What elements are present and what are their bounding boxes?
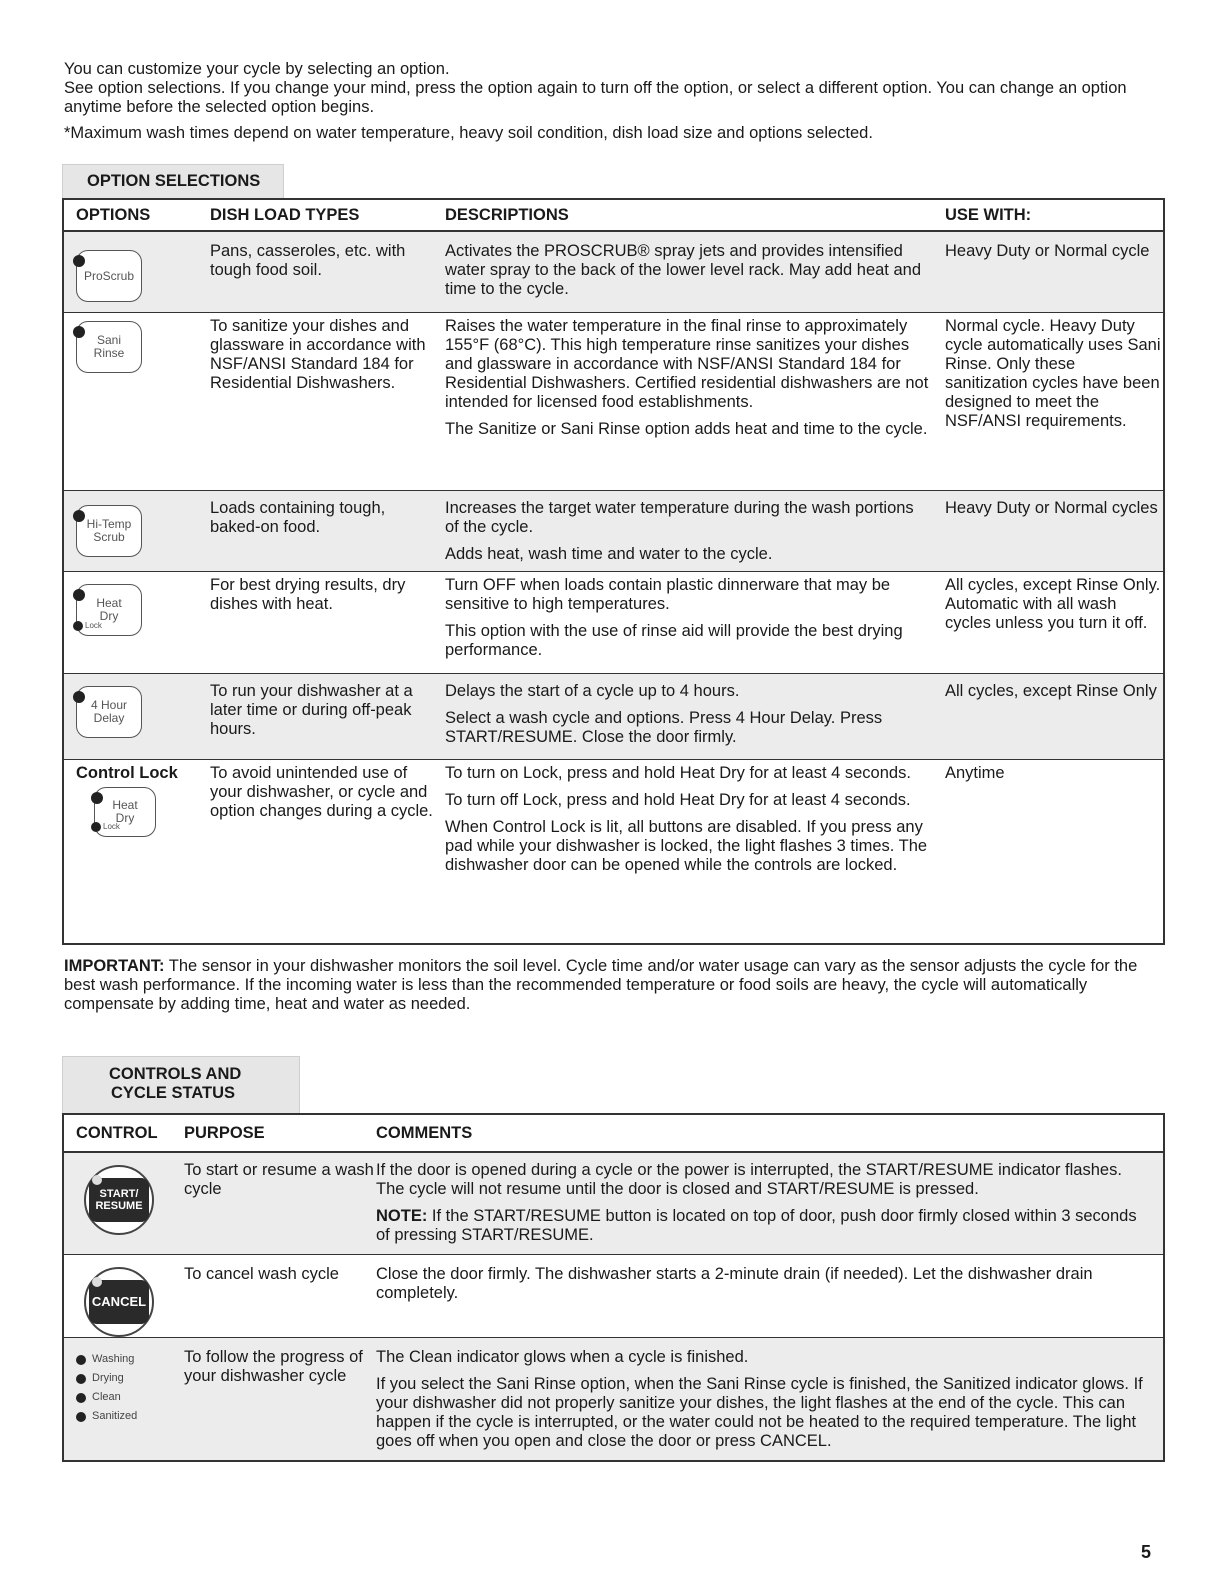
header-purpose: PURPOSE <box>184 1123 265 1142</box>
start-resume-note: If the START/RESUME button is located on top of door, push door firmly closed within 3 seconds of pressing START/RESUME. <box>376 1207 1137 1244</box>
four-hour-delay-button-icon: 4 Hour Delay <box>76 686 142 738</box>
heat-dry-load: For best drying results, dry dishes with heat. <box>210 576 406 613</box>
cancel-comment: Close the door firmly. The dishwasher starts a 2-minute drain (if needed). Let the dishwasher drain completely. <box>376 1265 1093 1302</box>
start-resume-comment: If the door is opened during a cycle or the power is interrupted, the START/RESUME indicator flashes. The cycle will not resume until the door is closed and START/RESUME is pressed. <box>376 1161 1122 1198</box>
proscrub-button-icon: ProScrub <box>76 250 142 302</box>
four-hour-delay-desc-1: Delays the start of a cycle up to 4 hours. <box>445 682 740 700</box>
four-hour-delay-load: To run your dishwasher at a later time or during off-peak hours. <box>210 682 413 738</box>
header-descriptions: DESCRIPTIONS <box>445 205 569 224</box>
option-row-hi-temp-scrub <box>64 491 1163 572</box>
tab-label-line-1: CONTROLS AND <box>109 1065 242 1083</box>
important-text: The sensor in your dishwasher monitors the soil level. Cycle time and/or water usage can vary as the sensor adjusts the cycle for the best wash performance. If the incoming water is less than the recommended temperature or food soils are heavy, the cycle will automatically compensate by adding time, heat and water as needed. <box>64 957 1138 1013</box>
cancel-purpose: To cancel wash cycle <box>184 1265 339 1283</box>
option-selections-tab: OPTION SELECTIONS <box>62 164 284 198</box>
option-row-proscrub <box>64 232 1163 313</box>
sani-rinse-desc-2: The Sanitize or Sani Rinse option adds heat and time to the cycle. <box>445 420 928 438</box>
hi-temp-scrub-desc-1: Increases the target water temperature during the wash portions of the cycle. <box>445 499 914 536</box>
intro-line-1: You can customize your cycle by selecting an option. <box>64 60 450 78</box>
options-table <box>62 198 1165 945</box>
important-note <box>64 957 1164 1014</box>
header-control: CONTROL <box>76 1123 158 1142</box>
cycle-status-lights <box>76 1350 184 1426</box>
control-lock-desc-3: When Control Lock is lit, all buttons are disabled. If you press any pad while your dishwasher is locked, the light flashes 3 times. The dishwasher door can be opened while the controls are locked. <box>445 818 928 874</box>
important-label: IMPORTANT: <box>64 957 165 975</box>
header-dish-load-types: DISH LOAD TYPES <box>210 205 360 224</box>
cycle-status-comment-2: If you select the Sani Rinse option, when the Sani Rinse cycle is finished, the Sanitized indicator glows. If your dishwasher did not properly sanitize your dishes, the light flashes at the end of the cycle. This can happen if the cycle is interrupted, or the water could not be heated to the required temperature. The light goes off when you open and close the door or press CANCEL. <box>376 1375 1143 1450</box>
tab-label-line-2: CYCLE STATUS <box>111 1084 236 1102</box>
control-lock-desc-1: To turn on Lock, press and hold Heat Dry for at least 4 seconds. <box>445 764 911 782</box>
sani-rinse-use: Normal cycle. Heavy Duty cycle automatically uses Sani Rinse. Only these sanitization cycles have been designed to meet the NSF/ANSI requirements. <box>945 317 1161 430</box>
page-number: 5 <box>1140 1542 1151 1562</box>
status-light-drying: Drying <box>76 1369 184 1388</box>
sani-rinse-load: To sanitize your dishes and glassware in accordance with NSF/ANSI Standard 184 for Residential Dishwashers. <box>210 317 426 392</box>
proscrub-use: Heavy Duty or Normal cycle <box>945 242 1150 260</box>
control-lock-label: Control Lock <box>76 764 178 782</box>
hi-temp-scrub-button-icon: Hi-Temp Scrub <box>76 505 142 557</box>
control-lock-desc-2: To turn off Lock, press and hold Heat Dry for at least 4 seconds. <box>445 791 911 809</box>
control-row-cancel <box>64 1255 1163 1338</box>
status-light-sanitized: Sanitized <box>76 1407 184 1426</box>
intro-line-2: See option selections. If you change your mind, press the option again to turn off the option, or select a different option. You can change an option anytime before the selected option begins. <box>64 79 1127 116</box>
proscrub-desc: Activates the PROSCRUB® spray jets and provides intensified water spray to the back of the lower level rack. May add heat and time to the cycle. <box>445 242 922 298</box>
sani-rinse-desc-1: Raises the water temperature in the final rinse to approximately 155°F (68°C). This high temperature rinse sanitizes your dishes and glassware in accordance with NSF/ANSI Standard 184 for Residential Dishwashers. Certified residential dishwashers are not intended for licensed food establishments. <box>445 317 929 411</box>
control-lock-use: Anytime <box>945 764 1005 782</box>
start-resume-button: START/ RESUME <box>84 1165 154 1235</box>
options-table-header <box>64 198 1163 232</box>
intro-note: *Maximum wash times depend on water temperature, heavy soil condition, dish load size and options selected. <box>64 124 873 142</box>
heat-dry-button-icon: Heat Dry Lock <box>76 584 142 636</box>
controls-table-header <box>64 1113 1163 1153</box>
header-options: OPTIONS <box>76 205 151 224</box>
cycle-status-purpose: To follow the progress of your dishwasher cycle <box>184 1348 363 1385</box>
status-light-clean: Clean <box>76 1388 184 1407</box>
header-use-with: USE WITH: <box>945 205 1032 224</box>
cancel-button: CANCEL <box>84 1267 154 1337</box>
controls-cycle-status-tab <box>62 1056 300 1113</box>
heat-dry-desc-1: Turn OFF when loads contain plastic dinnerware that may be sensitive to high temperatures. <box>445 576 891 613</box>
hi-temp-scrub-use: Heavy Duty or Normal cycles <box>945 499 1158 517</box>
option-row-4-hour-delay <box>64 674 1163 760</box>
four-hour-delay-desc-2: Select a wash cycle and options. Press 4 Hour Delay. Press START/RESUME. Close the door firmly. <box>445 709 883 746</box>
control-row-cycle-status <box>64 1338 1163 1460</box>
intro <box>64 60 1164 143</box>
hi-temp-scrub-load: Loads containing tough, baked-on food. <box>210 499 386 536</box>
four-hour-delay-use: All cycles, except Rinse Only <box>945 682 1157 700</box>
control-lock-load: To avoid unintended use of your dishwasher, or cycle and option changes during a cycle. <box>210 764 433 820</box>
start-resume-note-label: NOTE: <box>376 1207 428 1225</box>
cycle-status-comment-1: The Clean indicator glows when a cycle is finished. <box>376 1348 749 1366</box>
option-row-heat-dry <box>64 572 1163 674</box>
sani-rinse-button-icon: Sani Rinse <box>76 321 142 373</box>
option-row-control-lock <box>64 760 1163 943</box>
hi-temp-scrub-desc-2: Adds heat, wash time and water to the cycle. <box>445 545 773 563</box>
status-light-washing: Washing <box>76 1350 184 1369</box>
start-resume-purpose: To start or resume a wash cycle <box>184 1161 374 1198</box>
proscrub-load: Pans, casseroles, etc. with tough food soil. <box>210 242 406 279</box>
heat-dry-desc-2: This option with the use of rinse aid will provide the best drying performance. <box>445 622 903 659</box>
header-comments: COMMENTS <box>376 1123 473 1142</box>
control-row-start-resume <box>64 1153 1163 1255</box>
control-lock-button-icon: Heat Dry Lock <box>94 787 156 837</box>
heat-dry-use: All cycles, except Rinse Only. Automatic with all wash cycles unless you turn it off. <box>945 576 1161 632</box>
option-row-sani-rinse <box>64 313 1163 491</box>
controls-table <box>62 1113 1165 1462</box>
